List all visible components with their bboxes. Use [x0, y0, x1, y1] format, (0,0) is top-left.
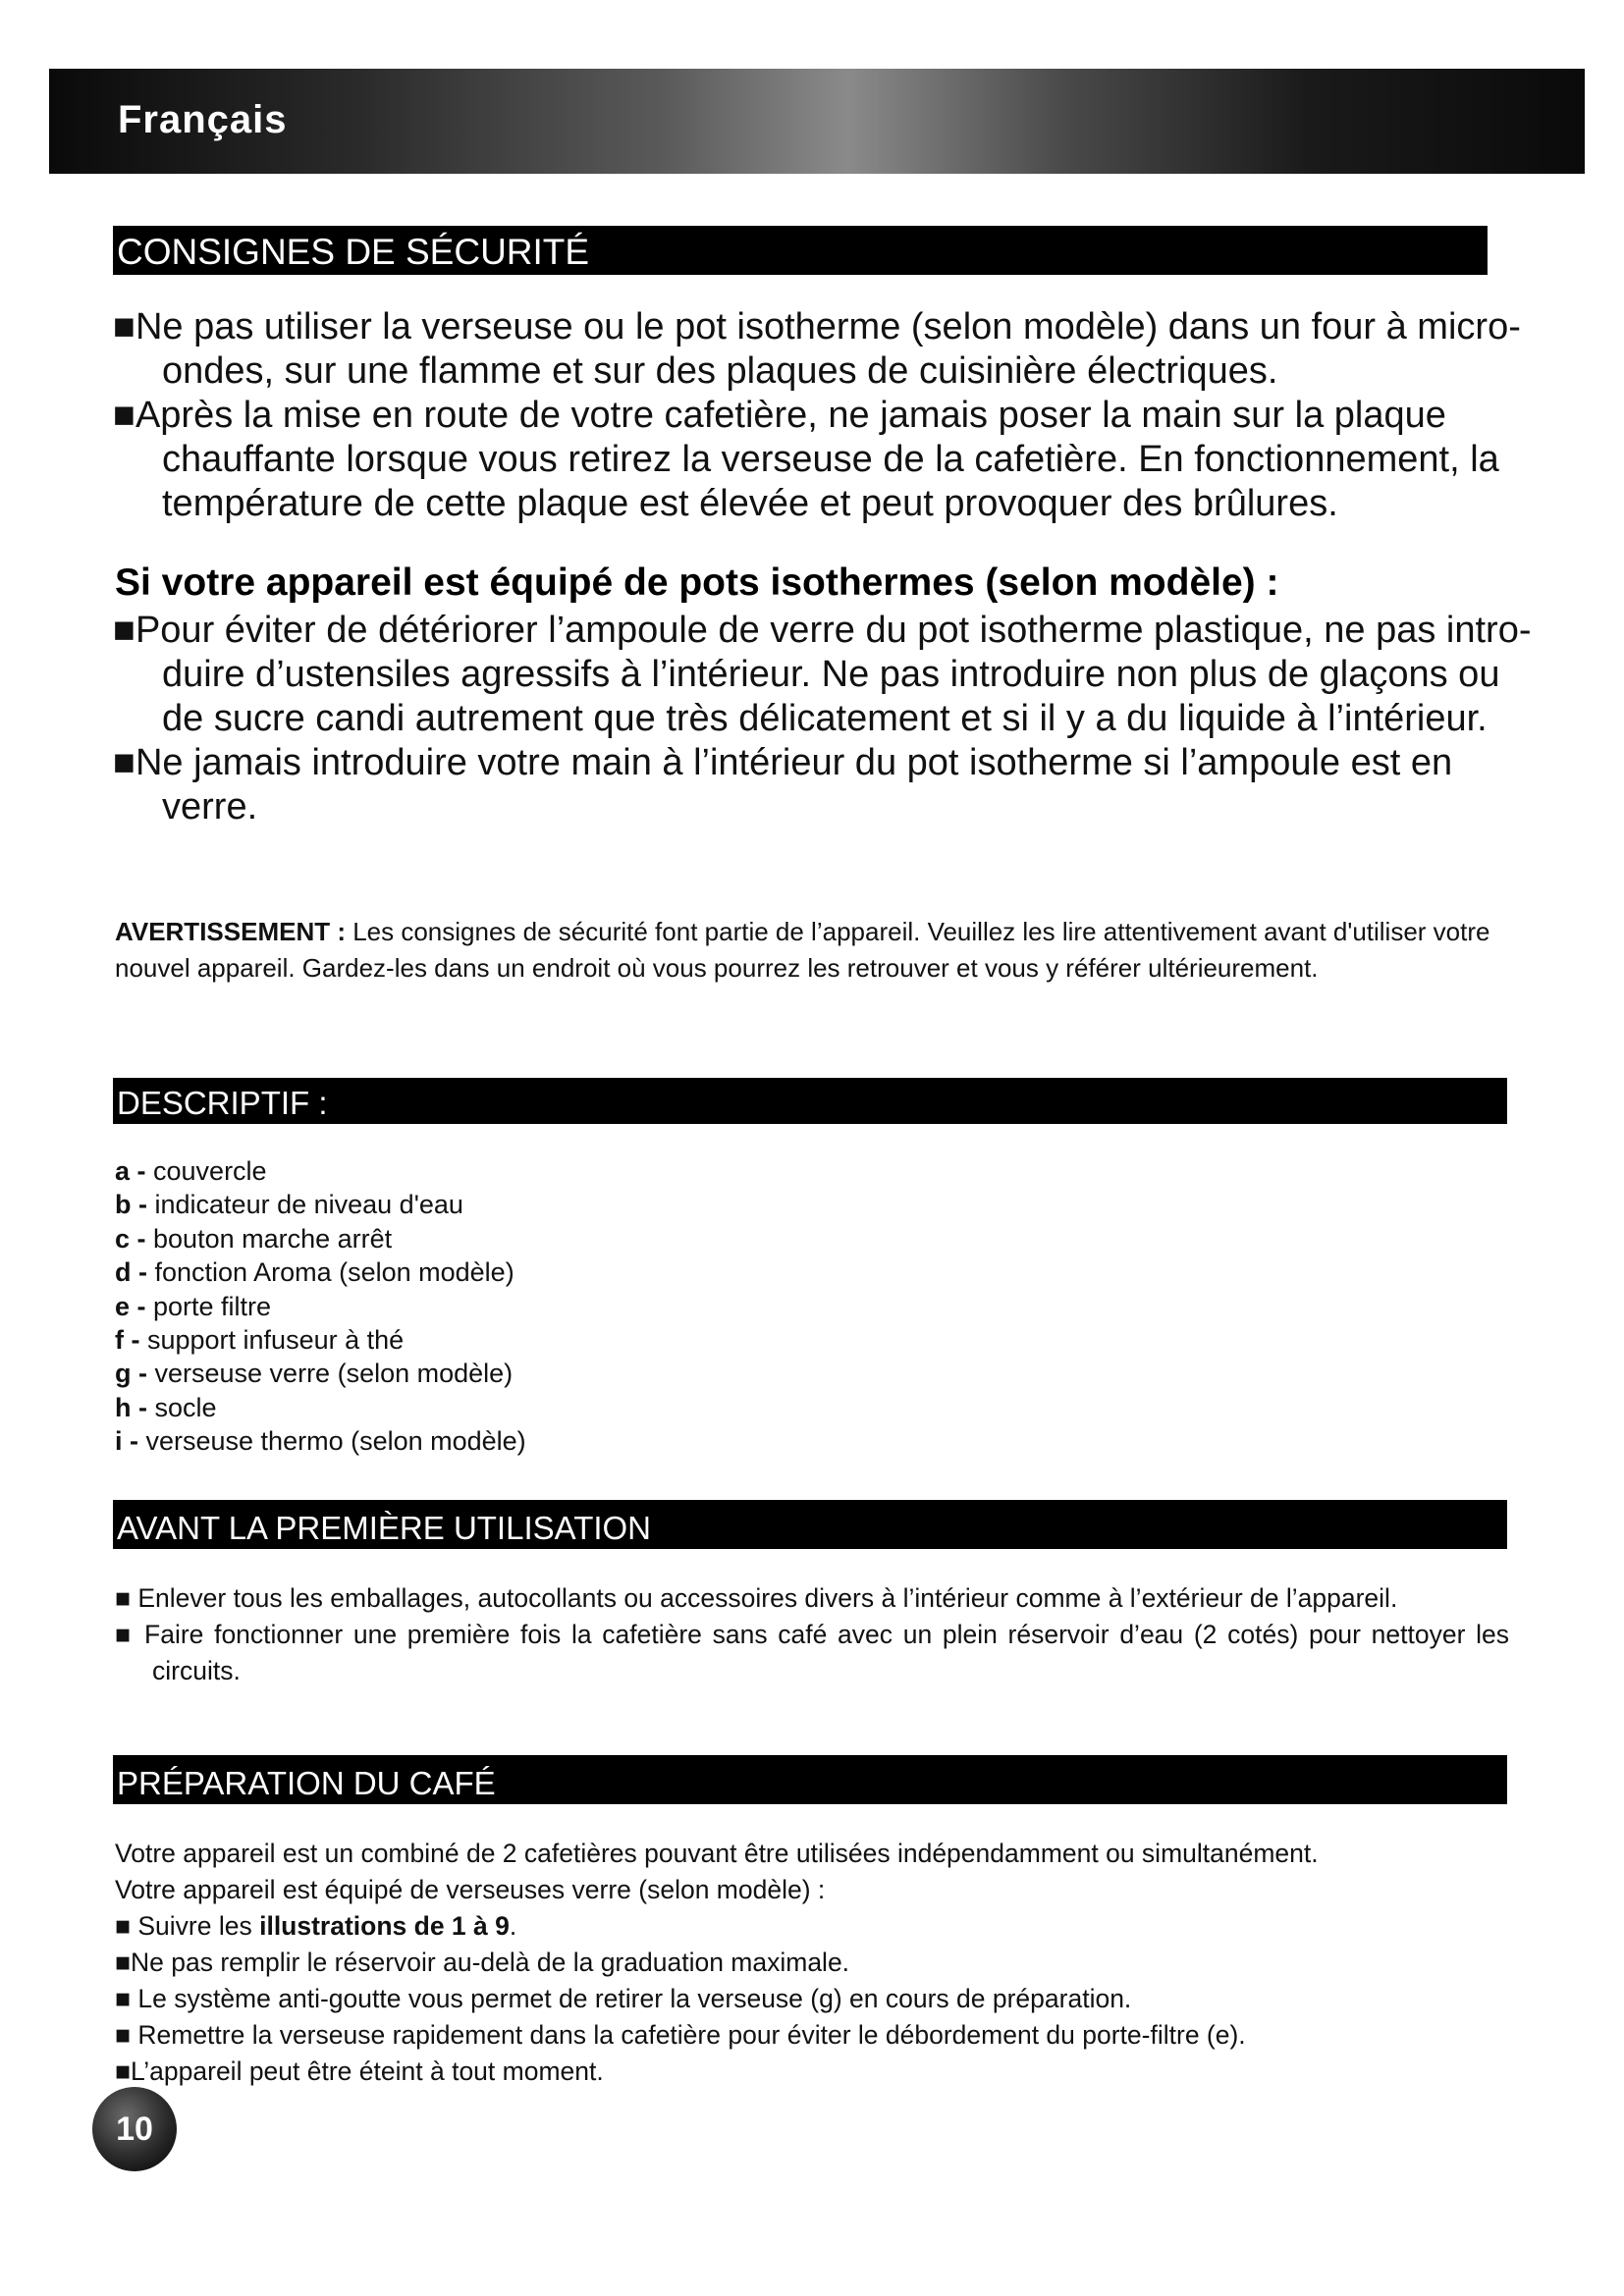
list-item: e - porte filtre — [115, 1291, 272, 1321]
list-item: i - verseuse thermo (selon modèle) — [115, 1426, 526, 1457]
preparation-content — [115, 1836, 1509, 2090]
safety-items — [113, 305, 1546, 526]
avant-item-2: ■ Faire fonctionner une première fois la cafetière sans café avec un plein réservoir d’eau (2 cotés) pour nettoyer les circuits. — [115, 1620, 1509, 1685]
preparation-item-3: ■ Remettre la verseuse rapidement dans la cafetière pour éviter le débordement du porte-filtre (e). — [115, 2020, 1246, 2050]
list-item: a - couvercle — [115, 1156, 267, 1186]
preparation-line-1: Votre appareil est un combiné de 2 cafetières pouvant être utilisées indépendamment ou simultanément. — [115, 1839, 1319, 1868]
avant-title: AVANT LA PREMIÈRE UTILISATION — [117, 1510, 652, 1546]
thermo-subheading: Si votre appareil est équipé de pots isothermes (selon modèle) : — [115, 561, 1279, 604]
avant-item-1: ■ Enlever tous les emballages, autocollants ou accessoires divers à l’intérieur comme à l’extérieur de l’appareil. — [115, 1583, 1398, 1613]
descriptif-title: DESCRIPTIF : — [117, 1085, 328, 1121]
page-number: 10 — [116, 2110, 153, 2148]
list-item: c - bouton marche arrêt — [115, 1223, 393, 1254]
thermo-item-1: ■Pour éviter de détériorer l’ampoule de verre du pot isotherme plastique, ne pas intro- duire d’ustensiles agressifs à l’intérieur. Ne pas introduire non plus de glaçons ou de sucre candi autrement que très délicatement et si il y a du liquide à l’intérieur. — [113, 610, 1532, 739]
page-number-badge — [92, 2087, 177, 2171]
list-item: d - fonction Aroma (selon modèle) — [115, 1257, 514, 1288]
safety-title: CONSIGNES DE SÉCURITÉ — [117, 232, 590, 272]
avant-section-header — [113, 1500, 1507, 1549]
list-item: b - indicateur de niveau d'eau — [115, 1190, 463, 1220]
safety-item-1: ■Ne pas utiliser la verseuse ou le pot isotherme (selon modèle) dans un four à micro- ondes, sur une flamme et sur des plaques de cuisinière électriques. — [113, 306, 1521, 392]
parts-list — [115, 1154, 526, 1459]
preparation-item-4: ■L’appareil peut être éteint à tout moment. — [115, 2056, 604, 2086]
avant-items — [115, 1580, 1509, 1689]
safety-item-2: ■Après la mise en route de votre cafetière, ne jamais poser la main sur la plaque chauffante lorsque vous retirez la verseuse de la cafetière. En fonctionnement, la température de cette plaque est élevée et peut provoquer des brûlures. — [113, 395, 1499, 524]
list-item: g - verseuse verre (selon modèle) — [115, 1359, 514, 1389]
preparation-item-1: ■Ne pas remplir le réservoir au-delà de la graduation maximale. — [115, 1948, 850, 1977]
list-item: f - support infuseur à thé — [115, 1325, 405, 1356]
preparation-follow: ■ Suivre les illustrations de 1 à 9. — [115, 1911, 517, 1941]
preparation-line-2: Votre appareil est équipé de verseuses verre (selon modèle) : — [115, 1875, 826, 1904]
descriptif-section-header — [113, 1078, 1507, 1124]
list-item: h - socle — [115, 1392, 217, 1422]
warning-paragraph — [115, 914, 1529, 987]
warning-text: Les consignes de sécurité font partie de l’appareil. Veuillez les lire attentivement avant d'utiliser votre nouvel appareil. Gardez-les dans un endroit où vous pourrez les retrouver et vous y référer ultérieurement. — [115, 917, 1490, 983]
language-header-bar — [49, 69, 1585, 174]
language-label: Français — [118, 98, 288, 141]
thermo-item-2: ■Ne jamais introduire votre main à l’intérieur du pot isotherme si l’ampoule est en verre. — [113, 742, 1453, 828]
preparation-title: PRÉPARATION DU CAFÉ — [117, 1765, 496, 1801]
thermo-items — [113, 609, 1546, 829]
preparation-item-2: ■ Le système anti-goutte vous permet de retirer la verseuse (g) en cours de préparation. — [115, 1984, 1132, 2013]
preparation-section-header — [113, 1755, 1507, 1804]
safety-section-header — [113, 226, 1488, 275]
warning-label: AVERTISSEMENT : — [115, 917, 346, 946]
